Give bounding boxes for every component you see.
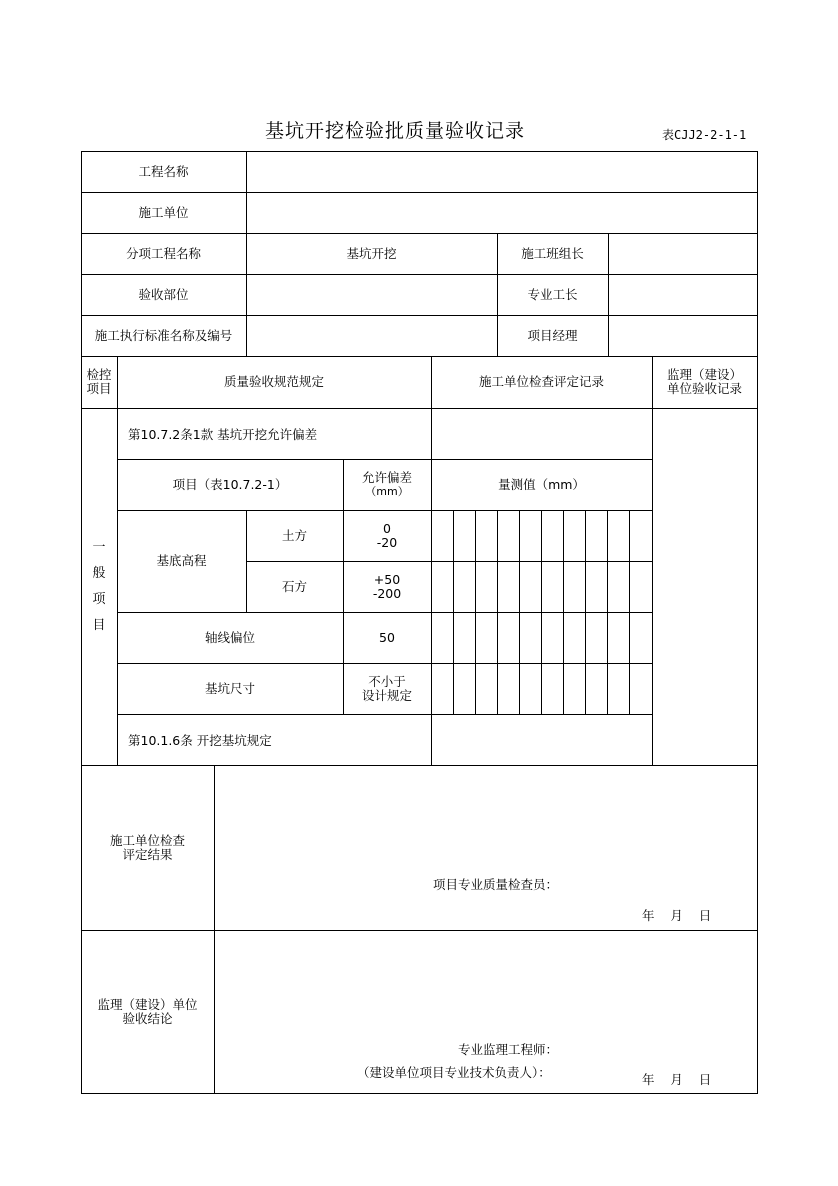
construction-unit-label: 施工单位: [138, 204, 189, 220]
general-label-char: 目: [92, 617, 106, 633]
project-name-label: 工程名称: [138, 163, 189, 179]
col-supervision-line1: 监理（建设）: [666, 367, 742, 382]
tolerance-lower: -200: [372, 585, 402, 601]
tolerance-lower: -20: [376, 534, 398, 550]
conclusion-label-line2: 验收结论: [122, 1010, 173, 1026]
clause-1-record[interactable]: [431, 408, 652, 459]
measured-header: 量测值（mm）: [498, 476, 585, 492]
result-label-line2: 评定结果: [122, 846, 173, 862]
measure-cell-line: [497, 510, 498, 714]
general-items-label: [81, 408, 117, 765]
general-label-char: 般: [92, 565, 106, 581]
result-label-line1: 施工单位检查: [109, 832, 185, 848]
supervision-engineer-label: 专业监理工程师：: [458, 1042, 559, 1057]
base-elevation-label: 基底高程: [156, 553, 207, 568]
measure-cell-line: [475, 510, 476, 714]
foreman-label: 专业工长: [527, 286, 578, 302]
earthwork-label: 土方: [281, 527, 307, 543]
earthwork-tolerance: [343, 510, 431, 561]
sub-project-label: 分项工程名称: [125, 245, 201, 261]
general-label-char: 一: [92, 539, 106, 555]
conclusion-date: 年 月 日: [642, 1072, 712, 1087]
standard-label: 施工执行标准名称及编号: [94, 327, 233, 343]
clause-2: 第10.1.6条 开挖基坑规定: [128, 733, 272, 748]
col-item-line1: 检控: [86, 367, 112, 382]
axis-offset-tolerance: 50: [379, 629, 395, 645]
rockwork-label: 石方: [281, 578, 307, 594]
acceptance-part-field[interactable]: [246, 274, 497, 315]
general-label-char: 项: [92, 591, 106, 607]
project-name-field[interactable]: [246, 151, 757, 192]
pit-tol-line2: 设计规定: [361, 687, 412, 703]
clause-1: 第10.7.2条1款 基坑开挖允许偏差: [128, 427, 318, 442]
col-supervision-line2: 单位验收记录: [666, 381, 742, 396]
clause-2-record[interactable]: [431, 714, 652, 765]
measure-cell-line: [607, 510, 608, 714]
col-divider: [214, 765, 215, 1094]
measure-cell-line: [541, 510, 542, 714]
tolerance-header-line2: （mm）: [365, 484, 409, 498]
pit-size-label: 基坑尺寸: [204, 680, 255, 696]
result-label: [81, 765, 214, 930]
form-code: 表CJJ2-2-1-1: [662, 128, 747, 142]
team-leader-field[interactable]: [608, 233, 757, 274]
tolerance-upper: 0: [383, 520, 391, 536]
conclusion-label: [81, 930, 214, 1093]
result-date: 年 月 日: [642, 908, 712, 923]
rockwork-tolerance: [343, 561, 431, 612]
pit-size-tolerance: [343, 663, 431, 714]
standard-field[interactable]: [246, 315, 497, 356]
col-record-header: 施工单位检查评定记录: [478, 374, 604, 389]
col-item-header: [81, 356, 117, 408]
tolerance-upper: +50: [373, 571, 401, 587]
foreman-field[interactable]: [608, 274, 757, 315]
item-header: 项目（表10.7.2-1）: [172, 476, 288, 492]
measure-cell-line: [585, 510, 586, 714]
measure-cell-line: [453, 510, 454, 714]
col-item-line2: 项目: [86, 381, 112, 396]
manager-field[interactable]: [608, 315, 757, 356]
conclusion-label-line1: 监理（建设）单位: [97, 996, 198, 1012]
tolerance-header-line1: 允许偏差: [361, 469, 412, 485]
measure-cell-line: [563, 510, 564, 714]
measure-cell-line: [519, 510, 520, 714]
manager-label: 项目经理: [527, 327, 578, 343]
supervision-record-field[interactable]: [652, 408, 757, 765]
tech-lead-label: （建设单位项目专业技术负责人）：: [357, 1065, 551, 1080]
axis-offset-label: 轴线偏位: [204, 629, 255, 645]
team-leader-label: 施工班组长: [521, 245, 584, 261]
tolerance-header: [343, 459, 431, 510]
acceptance-part-label: 验收部位: [138, 286, 189, 302]
col-spec-header: 质量验收规范规定: [223, 374, 324, 389]
construction-unit-field[interactable]: [246, 192, 757, 233]
quality-inspector-label: 项目专业质量检查员：: [433, 877, 559, 892]
table-border: [757, 151, 758, 1094]
page-title: 基坑开挖检验批质量验收记录: [264, 120, 525, 142]
measure-cell-line: [629, 510, 630, 714]
pit-tol-line1: 不小于: [368, 673, 406, 689]
table-border: [81, 1093, 758, 1094]
sub-project-field[interactable]: 基坑开挖: [346, 245, 397, 261]
col-supervision-header: [652, 356, 757, 408]
